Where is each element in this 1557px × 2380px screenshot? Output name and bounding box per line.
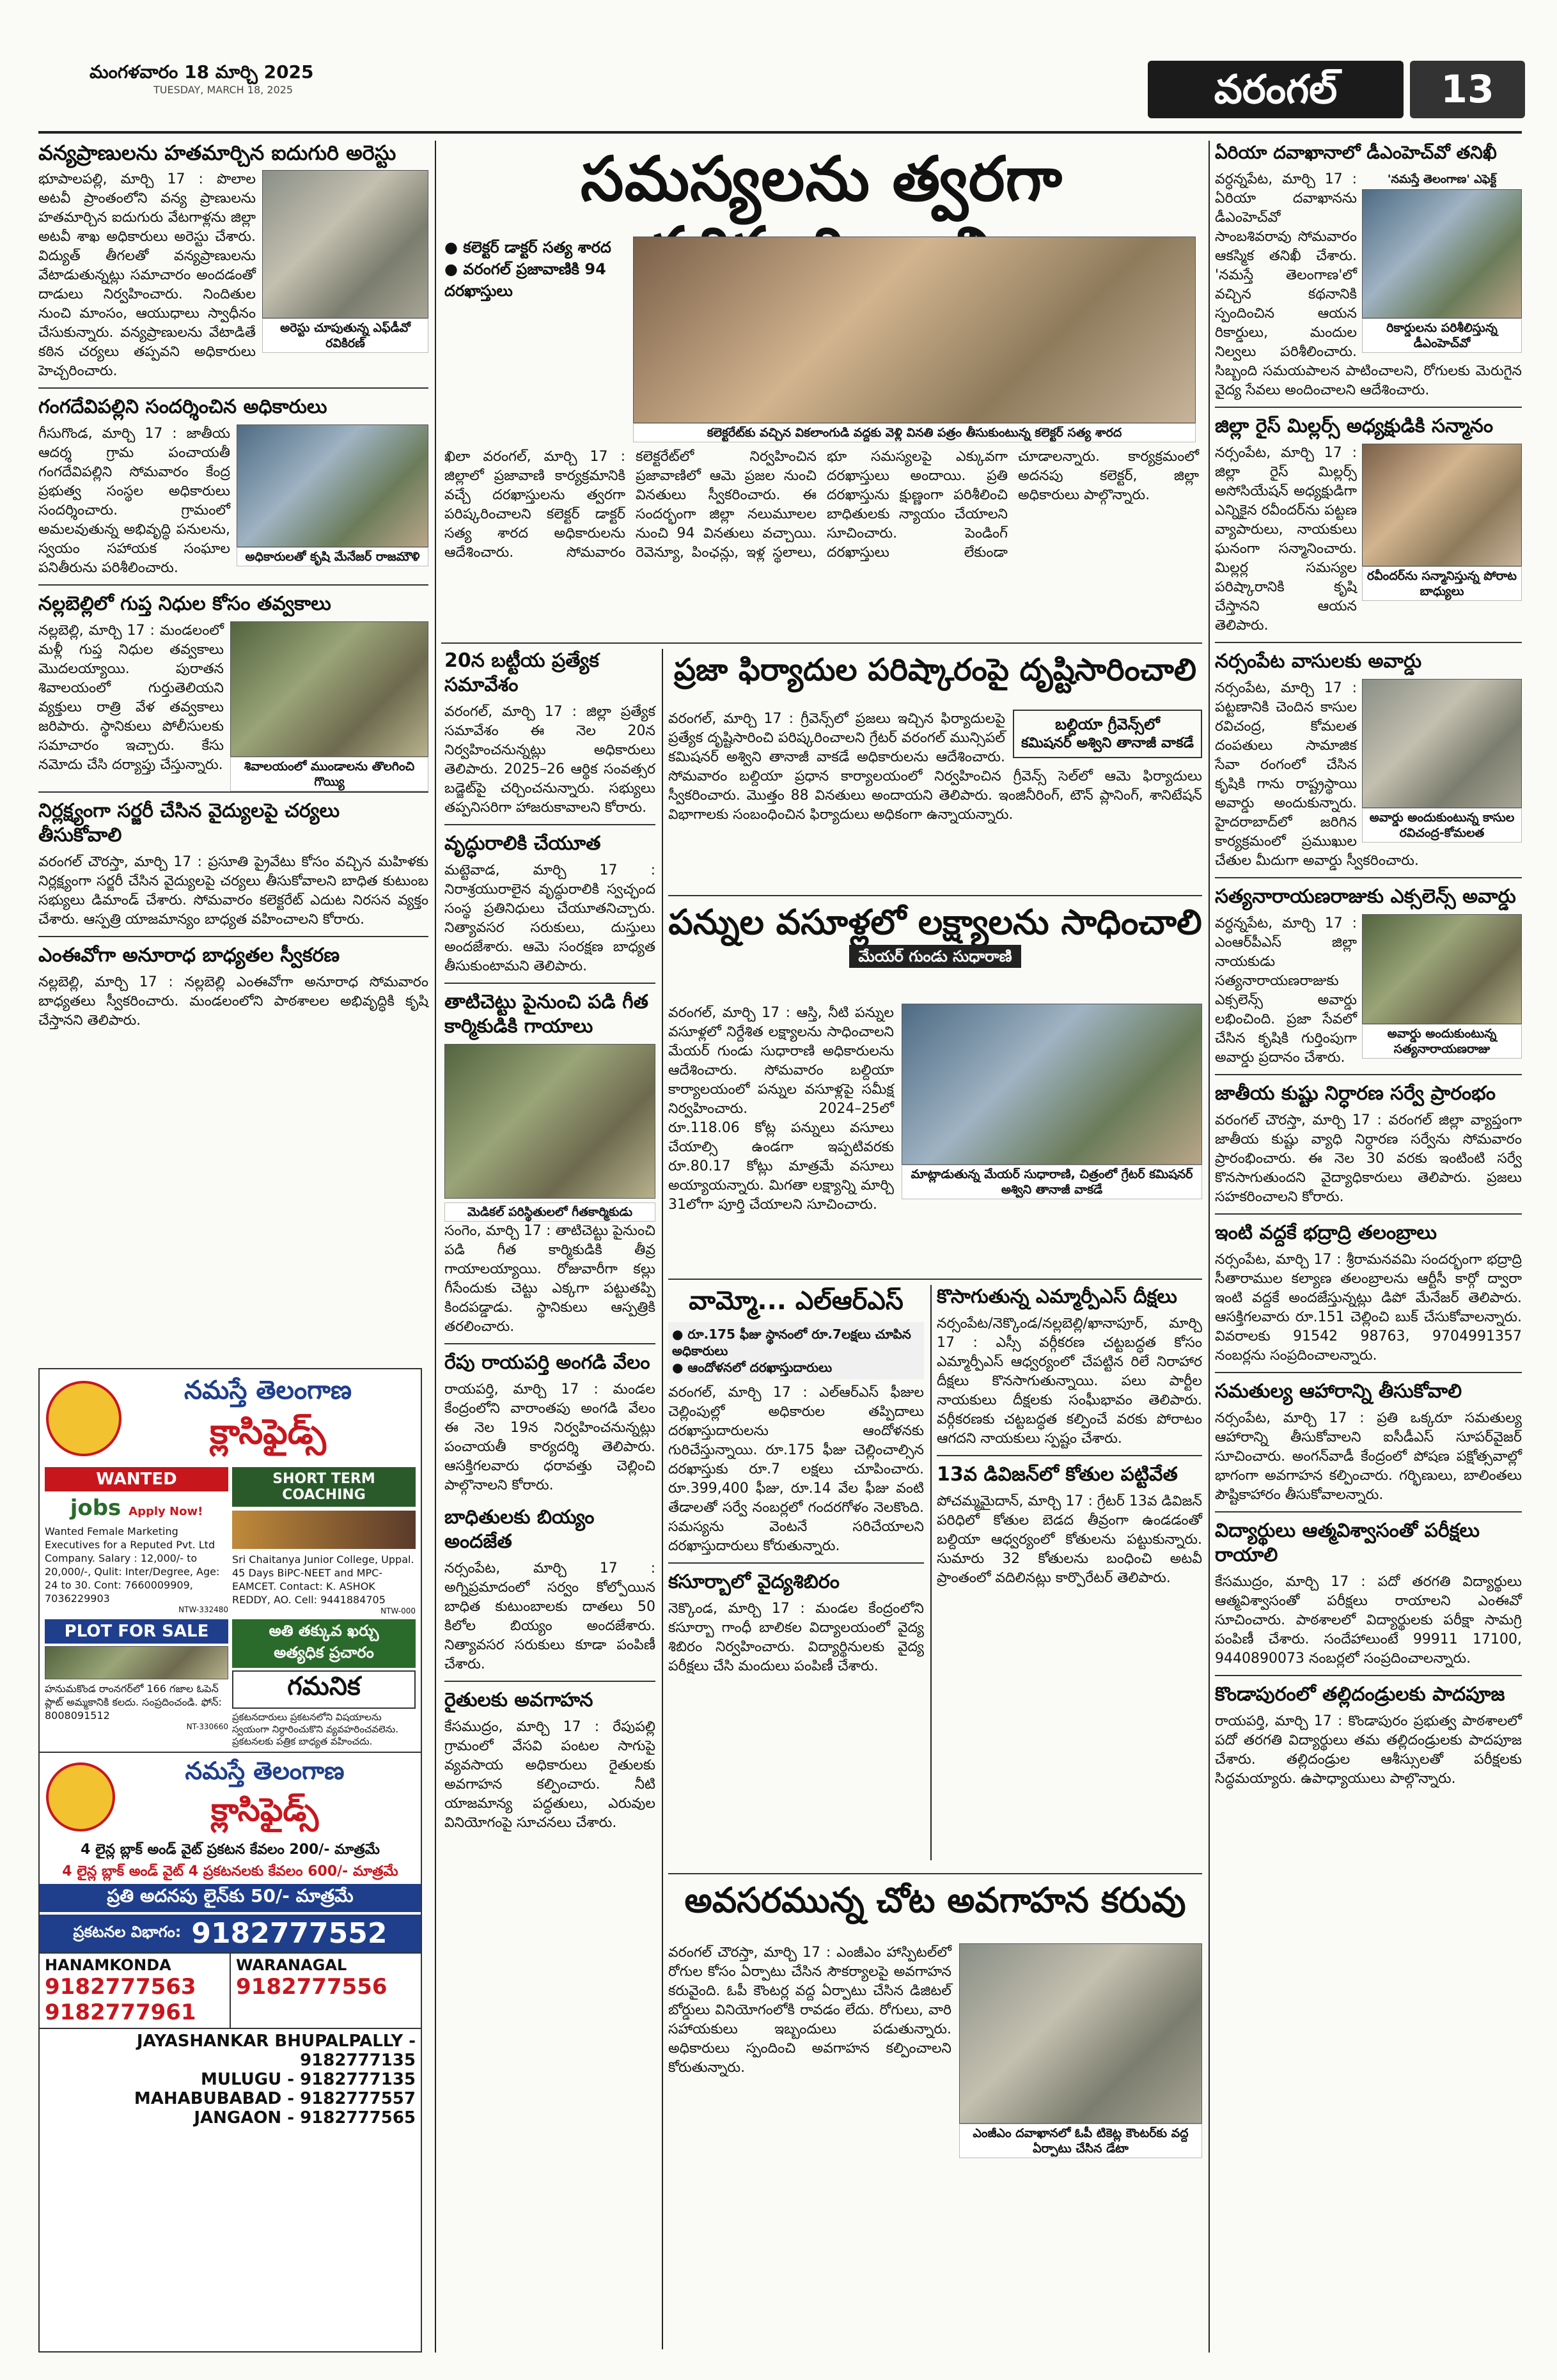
headline: జాతీయ కుష్టు నిర్ధారణ సర్వే ప్రారంభం <box>1215 1082 1496 1105</box>
classified-title: నమస్తే తెలంగాణ <box>184 1376 352 1405</box>
center-left-column <box>444 649 655 1499</box>
district-line: MULUGU - 9182777135 <box>201 2070 416 2089</box>
tax-article <box>668 1004 1202 1266</box>
headline: వన్యప్రాణులను హతమార్చిన ఐదుగురి అరెస్టు <box>38 141 396 165</box>
rate-line: ప్రతి అదనపు లైన్‌కు 50/- మాత్రమే <box>40 1884 421 1912</box>
photo-caption: మాట్లాడుతున్న మేయర్ సుధారాణి, చిత్రంలో గ్రేటర్ కమిషనర్ అశ్విని తానాజీ వాకడే <box>902 1165 1202 1199</box>
column-rule <box>1209 141 1210 2353</box>
photo-caption: అవార్డు అందుకుంటున్న సత్యనారాయణరాజు <box>1362 1024 1522 1059</box>
bullet-item: ● కలెక్టర్ డాక్టర్ సత్య శారద <box>444 238 611 256</box>
divider <box>1215 1511 1522 1513</box>
mrps-article <box>937 1285 1202 1860</box>
headline: నిర్లక్ష్యంగా సర్జరీ చేసిన వైద్యులపై చర్యలు తీసుకోవాలి <box>38 800 340 846</box>
headline: కొసాగుతున్న ఎమ్మార్పీఎస్ దీక్షలు <box>937 1286 1177 1308</box>
low-cost-line1: అతి తక్కువ ఖర్చు <box>269 1622 379 1640</box>
article-body: వరంగల్, మార్చి 17 : జిల్లా ప్రత్యేక సమావేశం ఈ నెల 20న నిర్వహించనున్నట్లు అధికారులు తెలిపారు. 2025–26 ఆర్థిక సంవత్సర బడ్జెట్‌పై చర్చించనున్నారు. సభ్యులు తప్పనిసరిగా హాజరుకావాలని కోరారు. <box>444 704 655 816</box>
district-line: JAYASHANKAR BHUPALPALLY - 9182777135 <box>136 2032 416 2070</box>
ad-code: NTW-000 <box>380 1606 416 1615</box>
rate-line: 4 లైన్ల బ్లాక్ అండ్ వైట్ ప్రకటన కేవలం 200/- మాత్రమే <box>81 1842 380 1858</box>
photo-caption: మెడికల్ పరిస్థితులలో గీతకార్మికుడు <box>444 1202 655 1222</box>
divider <box>1215 1074 1522 1075</box>
plot-image <box>45 1646 228 1679</box>
headline: ఏరియా దవాఖానాలో డీఎంహెచ్‌వో తనిఖీ <box>1215 142 1497 163</box>
headline: వృద్ధురాలికి చేయూత <box>444 832 601 855</box>
classified-subtitle: క్లాసిఫైడ్స్ <box>210 1412 326 1452</box>
divider <box>38 584 428 586</box>
article-body: రాయపర్తి, మార్చి 17 : కొండాపురం ప్రభుత్వ పాఠశాలలో పదో తరగతి విద్యార్థులు తమ తల్లిదండ్రులకు పాదపూజ చేశారు. తల్లిదండ్రుల ఆశీస్సులతో పరీక్షలకు సిద్ధమయ్యారు. ఉపాధ్యాయులు పాల్గొన్నారు. <box>1215 1713 1522 1787</box>
divider <box>1215 1675 1522 1676</box>
divider <box>1215 1213 1522 1215</box>
divider <box>38 387 428 389</box>
classifieds-ad <box>38 1368 422 2353</box>
divider <box>668 1873 1202 1874</box>
divider <box>668 895 1202 896</box>
notice-title: గమనిక <box>232 1670 416 1709</box>
article-body: వరంగల్, మార్చి 17 : గ్రీవెన్స్‌లో ప్రజలు ఇచ్చిన ఫిర్యాదులపై ప్రత్యేక దృష్టిసారించి పరిష్కరించాలని గ్రేటర్ వరంగల్ మున్సిపల్ కమిషనర్ అశ్విని తానాజీ వాకడే అధికారులను ఆదేశించారు. సోమవారం బల్దియా ప్రధాన కార్యాలయంలో నిర్వహించిన గ్రీవెన్స్ సెల్‌లో ఆమె ఫిర్యాదులు స్వీకరించారు. మొత్తం 88 వినతులు అందాయని తెలిపారు. ఇంజినీరింగ్, టౌన్ ప్లానింగ్, శానిటేషన్ విభాగాలకు సంబంధించిన ఫిర్యాదులు అధికంగా ఉన్నాయన్నారు. <box>668 711 1202 823</box>
headline: పన్నుల వసూళ్లలో లక్ష్యాలను సాధించాలి <box>668 902 1202 942</box>
date-english: TUESDAY, MARCH 18, 2025 <box>153 84 293 96</box>
divider <box>444 1681 655 1682</box>
article-body: వరంగల్, మార్చి 17 : ఎల్‌ఆర్‌ఎస్ ఫీజుల చెల్లింపుల్లో అధికారుల తప్పిదాలు దరఖాస్తుదారులను ఆందోళనకు గురిచేస్తున్నాయి. రూ.175 ఫీజు చెల్లించాల్సిన దరఖాస్తుకు రూ.7 లక్షలు చూపించారు. రూ.399,400 ఫీజు, రూ.14 వేల ఫీజు వంటి తేడాలతో సర్వే నంబర్లలో గందరగోళం నెలకొంది. సమస్యను వెంటనే సరిచేయాలని దరఖాస్తుదారులు కోరుతున్నారు. <box>668 1385 924 1554</box>
article-body: నర్సంపేట, మార్చి 17 : జిల్లా రైస్ మిల్లర్స్ అసోసియేషన్ అధ్యక్షుడిగా ఎన్నికైన రవీందర్‌ను పట్టణ వ్యాపారులు, నాయకులు ఘనంగా సన్మానించారు. మిల్లర్ల సమస్యల పరిష్కారానికి కృషి చేస్తానని ఆయన తెలిపారు. <box>1215 445 1357 634</box>
article-body: నల్లబెల్లి, మార్చి 17 : నల్లబెల్లి ఎంఈవోగా అనూరాధ సోమవారం బాధ్యతలు స్వీకరించారు. మండలంలోని పాఠశాలల అభివృద్ధికి కృషి చేస్తానని తెలిపారు. <box>38 974 428 1029</box>
news-photo <box>237 424 428 547</box>
plot-body: హనుమకొండ రాంనగర్‌లో 166 గజాల ఓపెన్ ప్లాట్ అమ్మకానికి కలదు. సంప్రదించండి. ఫోన్: 8008091512 <box>45 1683 222 1722</box>
grievance-headline-block <box>668 649 1202 706</box>
headline: సమతుల్య ఆహారాన్ని తీసుకోవాలి <box>1215 1380 1462 1403</box>
article-body: వరంగల్ చౌరస్తా, మార్చి 17 : ప్రసూతి ప్రైవేటు కోసం వచ్చిన మహిళకు నిర్లక్ష్యంగా సర్జరీ చేసిన వైద్యులపై చర్యలు తీసుకోవాలని బాధిత కుటుంబ సభ్యులు డిమాండ్ చేశారు. సోమవారం కలెక్టరేట్ ఎదుట నిరసన వ్యక్తం చేశారు. ఆస్పత్రి యాజమాన్యం బాధ్యత వహించాలని కోరారు. <box>38 854 428 928</box>
photo-caption: అవార్డు అందుకుంటున్న కాసుల రవిచంద్ర-కోమలత <box>1362 808 1522 843</box>
lrs-article <box>668 1285 924 1860</box>
aware-article <box>668 1943 1202 2353</box>
main-headline: సమస్యలను త్వరగా <box>581 143 1063 215</box>
news-photo <box>230 621 428 757</box>
aware-headline-block <box>668 1879 1202 1937</box>
hanamkonda-label: HANAMKONDA <box>45 1956 171 1974</box>
tax-headline-block <box>668 901 1202 997</box>
rate-line: 4 లైన్ల బ్లాక్ అండ్ వైట్ 4 ప్రకటనలకు కేవలం 600/- మాత్రమే <box>62 1863 398 1879</box>
low-cost-line2: అత్యధిక ప్రచారం <box>274 1644 374 1661</box>
headline: జిల్లా రైస్ మిల్లర్స్ అధ్యక్షుడికి సన్మానం <box>1215 415 1494 437</box>
headline: రైతులకు అవగాహన <box>444 1689 593 1711</box>
article-body: వరంగల్ చౌరస్తా, మార్చి 17 : ఎంజీఎం హాస్పిటల్‌లో రోగుల కోసం ఏర్పాటు చేసిన సౌకర్యాలపై అవగాహన కరువైంది. ఓపీ కౌంటర్ల వద్ద ఏర్పాటు చేసిన డిజిటల్ బోర్డులు వినియోగంలోకి రావడం లేదు. రోగులు, వారి సహాయకులు ఇబ్బందులు పడుతున్నారు. అధికారులు స్పందించి అవగాహన కల్పించాలని కోరుతున్నారు. <box>668 1945 951 2076</box>
article-body: నెక్కొండ, మార్చి 17 : మండల కేంద్రంలోని కసూర్బా గాంధీ బాలికల విద్యాలయంలో వైద్య శిబిరం నిర్వహించారు. విద్యార్థినులకు వైద్య పరీక్షలు చేసి మందులు పంపిణీ చేశారు. <box>668 1601 924 1674</box>
divider <box>937 1455 1202 1456</box>
headline: సత్యనారాయణరాజుకు ఎక్సలెన్స్ అవార్డు <box>1215 885 1516 908</box>
headline: వామ్మో... ఎల్‌ఆర్‌ఎస్ <box>689 1286 904 1316</box>
article-body: భూపాలపల్లి, మార్చి 17 : పొలాల అటవీ ప్రాంతంలోని వన్య ప్రాణులను హతమార్చిన ఐదుగురు వేటగాళ్లను జిల్లా అటవీ శాఖ అధికారులు అరెస్టు చేశారు. విద్యుత్ తీగలతో వన్యప్రాణులను వేటాడుతున్నట్లు సమాచారం అందడంతో దాడులు నిర్వహించారు. నిందితుల నుంచి మాంసం, ఆయుధాలు స్వాధీనం చేసుకున్నారు. వన్యప్రాణులను వేటాడితే కఠిన చర్యలు తప్పవని అధికారులు హెచ్చరించారు. <box>38 171 256 379</box>
jobs-text: jobs <box>70 1495 121 1521</box>
photo-caption: రికార్డులను పరిశీలిస్తున్న డీఎంహెచ్‌వో <box>1362 318 1522 353</box>
photo-caption: కలెక్టరేట్‌కు వచ్చిన వికలాంగుడి వద్దకు వెళ్లి వినతి పత్రం తీసుకుంటున్న కలెక్టర్ సత్య శారద <box>633 423 1196 442</box>
divider <box>1215 1372 1522 1373</box>
edition-name: వరంగల్ <box>1148 61 1404 118</box>
bullet-item: ● ఆందోళనలో దరఖాస్తుదారులు <box>672 1360 833 1375</box>
subhead: 'నమస్తే తెలంగాణ' ఎఫెక్ట్ <box>1387 173 1497 186</box>
masthead-date-block <box>38 16 1138 105</box>
headline: గంగదేవిపల్లిని సందర్శించిన అధికారులు <box>38 396 327 418</box>
logo-seal-icon <box>46 1381 121 1456</box>
divider <box>668 1562 924 1564</box>
article-body: నర్సంపేట/నెక్కొండ/నల్లబెల్లి/ఖానాపూర్, మార్చి 17 : ఎస్సీ వర్గీకరణ చట్టబద్ధత కోసం ఎమ్మార్పీఎస్ ఆధ్వర్యంలో చేపట్టిన రిలే నిరాహార దీక్షలు కొనసాగుతున్నాయి. పలు పార్టీల నాయకులు దీక్షలకు సంఘీభావం తెలిపారు. వర్గీకరణకు చట్టబద్ధత కల్పించే వరకు పోరాటం ఆగదని నాయకులు స్పష్టం చేశారు. <box>937 1316 1202 1447</box>
news-photo <box>262 170 428 318</box>
bullet-item: ● వరంగల్ ప్రజావాణికి 94 దరఖాస్తులు <box>444 260 606 300</box>
phone-number: 9182777563 <box>45 1974 196 2000</box>
date-telugu: మంగళవారం 18 మార్చి 2025 <box>90 61 314 82</box>
photo-caption: అధికారులతో కృషి మేనేజర్ రాజమౌళి <box>237 547 428 566</box>
divider <box>38 791 428 793</box>
article-body: గీసుగొండ, మార్చి 17 : జాతీయ ఆదర్శ గ్రామ పంచాయతీ గంగదేవిపల్లిని సోమవారం కేంద్ర ప్రభుత్వ సంస్థల అధికారులు సందర్శించారు. గ్రామంలో అమలవుతున్న అభివృద్ధి పనులను, స్వయం సహాయక సంఘాల పనితీరును పరిశీలించారు. <box>38 426 230 576</box>
article-body: వర్ధన్నపేట, మార్చి 17 : ఏరియా దవాఖానను డీఎంహెచ్‌వో సాంబశివరావు సోమవారం ఆకస్మిక తనిఖీ చేశారు. 'నమస్తే తెలంగాణ'లో వచ్చిన కథనానికి స్పందించిన ఆయన రికార్డులు, మందుల నిల్వలు పరిశీలించారు. సిబ్బంది సమయపాలన పాటించాలని, రోగులకు మెరుగైన వైద్య సేవలు అందించాలని ఆదేశించారు. <box>1215 171 1522 398</box>
headline: నర్సంపేట వాసులకు అవార్డు <box>1215 650 1422 673</box>
main-bullets <box>444 237 623 313</box>
article-body: నల్లబెల్లి, మార్చి 17 : మండలంలో మళ్లీ గుప్త నిధుల తవ్వకాలు మొదలయ్యాయి. పురాతన శివాలయంలో గుర్తుతెలియని వ్యక్తులు రాత్రి వేళ తవ్వకాలు జరిపారు. స్థానికులు పోలీసులకు సమాచారం ఇచ్చారు. కేసు నమోదు చేసి దర్యాప్తు చేస్తున్నారు. <box>38 623 224 773</box>
bullet-item: ● రూ.175 ఫీజు స్థానంలో రూ.7లక్షలు చూపిన అధికారులు <box>672 1326 911 1358</box>
phone-number: 9182777556 <box>236 1974 387 2000</box>
article-body: వరంగల్ చౌరస్తా, మార్చి 17 : వరంగల్ జిల్లా వ్యాప్తంగా జాతీయ కుష్టు వ్యాధి నిర్ధారణ సర్వేను సోమవారం ప్రారంభించారు. ఈ నెల 30 వరకు ఇంటింటి సర్వే కొనసాగుతుందని వైద్యాధికారులు తెలిపారు. ప్రజలు సహకరించాలని కోరారు. <box>1215 1112 1522 1205</box>
article-body: నర్సంపేట, మార్చి 17 : ప్రతి ఒక్కరూ సమతుల్య ఆహారాన్ని తీసుకోవాలని ఐసీడీఎస్ సూపర్‌వైజర్ సూచించారు. అంగన్‌వాడీ కేంద్రంలో పోషణ పక్షోత్సవాల్లో భాగంగా అవగాహన కల్పించారు. గర్భిణులు, బాలింతలు పౌష్టికాహారం తీసుకోవాలన్నారు. <box>1215 1410 1522 1503</box>
divider <box>668 1279 1202 1280</box>
photo-caption: ఎంజీఎం దవాఖానలో ఓపీ టికెట్ల కౌంటర్‌కు వద్ద ఏర్పాటు చేసిన డేటా <box>959 2124 1202 2158</box>
photo-caption: శివాలయంలో ముండాలను తొలగించి గొయ్యి <box>230 757 428 791</box>
headline: ఇంటి వద్దకే భద్రాద్రి తలంబ్రాలు <box>1215 1222 1437 1244</box>
news-photo <box>959 1943 1202 2124</box>
main-headline-block <box>441 144 1202 227</box>
masthead-rule <box>38 131 1522 134</box>
column-rule <box>930 1285 932 1860</box>
divider <box>444 824 655 825</box>
subhead: మేయర్ గుండు సుధారాణి <box>849 945 1021 968</box>
news-photo <box>1362 444 1522 566</box>
headline: కొండాపురంలో తల్లిదండ్రులకు పాదపూజ <box>1215 1683 1505 1706</box>
column-rule <box>662 649 663 2349</box>
headline: విద్యార్థులు ఆత్మవిశ్వాసంతో పరీక్షలు రాయాలి <box>1215 1520 1480 1566</box>
article-body: వరంగల్, మార్చి 17 : ఆస్తి, నీటి పన్నుల వసూళ్లలో నిర్దేశిత లక్ష్యాలను సాధించాలని మేయర్ గుండు సుధారాణి అధికారులను ఆదేశించారు. సోమవారం బల్దియా కార్యాలయంలో పన్నుల వసూళ్లపై సమీక్ష నిర్వహించారు. 2024–25లో రూ.118.06 కోట్ల పన్నులు వసూలు చేయాల్సి ఉండగా ఇప్పటివరకు రూ.80.17 కోట్లు మాత్రమే వసూలు అయ్యాయన్నారు. మిగతా లక్ష్యాన్ని మార్చి 31లోగా పూర్తి చేయాలని సూచించారు. <box>668 1005 894 1213</box>
right-column <box>1215 141 1522 2353</box>
ad-code: NT-330660 <box>186 1722 228 1731</box>
article-body: పోచమ్మమైదాన్, మార్చి 17 : గ్రేటర్ 13వ డివిజన్ పరిధిలో కోతుల బెడద తీవ్రంగా ఉండడంతో బల్దియా ఆధ్వర్యంలో కోతులను పట్టుకున్నారు. సుమారు 32 కోతులను బంధించి అటవీ ప్రాంతంలో వదిలినట్లు కార్పొరేటర్ తెలిపారు. <box>937 1493 1202 1586</box>
left-column <box>38 141 428 1355</box>
coaching-body: Sri Chaitanya Junior College, Uppal. 45 Days BiPC-NEET and MPC-EAMCET. Contact: K. ASHOK REDDY, AO. Cell: 9441884705 <box>232 1553 414 1606</box>
warangal-label: WARANAGAL <box>236 1956 347 1974</box>
column-rule <box>435 141 436 2353</box>
ad-dept-label: ప్రకటనల విభాగం: <box>73 1922 182 1941</box>
divider <box>444 1343 655 1344</box>
ad-code: NTW-332480 <box>178 1605 228 1614</box>
main-photo-block <box>633 237 1196 447</box>
jobs-apply: Apply Now! <box>129 1505 203 1518</box>
center-left-column-lower <box>444 1505 655 2349</box>
news-photo <box>902 1004 1202 1165</box>
wanted-body: Wanted Female Marketing Executives for a Reputed Pvt. Ltd Company. Salary : 12,000/- to 20,000/-, Qulit: Inter/Degree, Age: 24 to 30. Cont: 7660009909, 7036229903 <box>45 1525 220 1605</box>
divider <box>444 983 655 984</box>
headline: ఎంఈవోగా అనూరాధ బాధ్యతల స్వీకరణ <box>38 944 340 967</box>
news-photo <box>1362 679 1522 808</box>
logo-seal-icon <box>46 1762 115 1832</box>
article-body: సంగెం, మార్చి 17 : తాటిచెట్టు పైనుంచి పడి గీత కార్మికుడికి తీవ్ర గాయాలయ్యాయి. రోజువారీగా కల్లు గీసేందుకు చెట్టు ఎక్కగా పట్టుతప్పి కిందపడ్డాడు. స్థానికులు ఆస్పత్రికి తరలించారు. <box>444 1223 655 1335</box>
headline: ప్రజా ఫిర్యాదుల పరిష్కారంపై దృష్టిసారించాలి <box>673 652 1197 688</box>
ad-dept-phone: 9182777552 <box>191 1917 387 1950</box>
plot-label: PLOT FOR SALE <box>45 1619 228 1644</box>
news-photo <box>1362 189 1522 318</box>
classified-subtitle: క్లాసిఫైడ్స్ <box>210 1791 319 1828</box>
classified-title: నమస్తే తెలంగాణ <box>185 1757 345 1785</box>
district-line: JANGAON - 9182777565 <box>194 2108 416 2127</box>
books-icon <box>232 1511 416 1549</box>
grievance-article <box>668 710 1202 882</box>
news-photo <box>1362 914 1522 1024</box>
headline: 13వ డివిజన్‌లో కోతుల పట్టివేత <box>937 1463 1178 1486</box>
wanted-label: WANTED <box>45 1467 228 1491</box>
headline: కసూర్బాలో వైద్యశిబిరం <box>668 1571 840 1593</box>
article-body: కేసముద్రం, మార్చి 17 : పదో తరగతి విద్యార్థులు ఆత్మవిశ్వాసంతో పరీక్షలు రాయాలని ఎంఈవో సూచించారు. పాఠశాలలో విద్యార్థులకు పరీక్షా సామగ్రి పంపిణీ చేశారు. సందేహాలుంటే 99911 17100, 9440890073 నంబర్లలో సంప్రదించాలన్నారు. <box>1215 1574 1522 1667</box>
article-body: రాయపర్తి, మార్చి 17 : మండల కేంద్రంలోని వారాంతపు అంగడి వేలం ఈ నెల 19న నిర్వహించనున్నట్లు పంచాయతీ కార్యదర్శి తెలిపారు. ఆసక్తిగలవారు ధరావత్తు చెల్లించి పాల్గొనాలని కోరారు. <box>444 1381 655 1493</box>
subhead: కమిషనర్ అశ్విని తానాజీ వాకడే <box>1021 735 1194 751</box>
article-body: మట్టెవాడ, మార్చి 17 : నిరాశ్రయురాలైన వృద్ధురాలికి స్వచ్ఛంద సంస్థ ప్రతినిధులు చేయూతనిచ్చారు. నిత్యావసర సరుకులు, దుస్తులు అందజేశారు. ఆమె సంరక్షణ బాధ్యత తీసుకుంటామని తెలిపారు. <box>444 862 655 974</box>
news-photo <box>444 1044 655 1199</box>
article-body: నర్సంపేట, మార్చి 17 : పట్టణానికి చెందిన కాసుల రవిచంద్ర, కోమలత దంపతులు సామాజిక సేవా రంగంలో చేసిన కృషికి గాను రాష్ట్రస్థాయి అవార్డు అందుకున్నారు. హైదరాబాద్‌లో జరిగిన కార్యక్రమంలో ప్రముఖుల చేతుల మీదుగా అవార్డు స్వీకరించారు. <box>1215 680 1419 869</box>
coaching-label: SHORT TERM COACHING <box>232 1467 416 1507</box>
divider <box>38 936 428 937</box>
divider <box>1215 407 1522 408</box>
divider <box>441 642 1202 644</box>
photo-caption: అరెస్టు చూపుతున్న ఎఫ్‌డీవో రవికిరణ్ <box>262 318 428 353</box>
headline: నల్లబెల్లిలో గుప్త నిధుల కోసం తవ్వకాలు <box>38 593 331 615</box>
page-number: 13 <box>1410 61 1525 118</box>
headline: అవసరమున్న చోట అవగాహన కరువు <box>684 1880 1186 1920</box>
district-line: MAHABUBABAD - 9182777557 <box>134 2089 416 2108</box>
headline: 20న బట్టీయ ప్రత్యేక సమావేశం <box>444 649 599 696</box>
headline: రేపు రాయపర్తి అంగడి వేలం <box>444 1351 650 1374</box>
article-body: వర్ధన్నపేట, మార్చి 17 : ఎంఆర్‌పీఎస్ జిల్లా నాయకుడు సత్యనారాయణరాజుకు ఎక్సలెన్స్ అవార్డు లభించింది. ప్రజా సేవలో చేసిన కృషికి గుర్తింపుగా అవార్డు ప్రదానం చేశారు. <box>1215 915 1357 1066</box>
divider <box>1215 642 1522 643</box>
main-article-body: ఖిలా వరంగల్, మార్చి 17 : జిల్లాలో ప్రజావాణి కార్యక్రమానికి వచ్చే దరఖాస్తులను త్వరగా పరిష్కరించాలని కలెక్టర్ డాక్టర్ సత్య శారద అధికారులను ఆదేశించారు. సోమవారం కలెక్టరేట్‌లో నిర్వహించిన ప్రజావాణిలో ఆమె ప్రజల నుంచి వినతులు స్వీకరించారు. ఈ సందర్భంగా జిల్లా నలుమూలల నుంచి 94 వినతులు వచ్చాయి. రెవెన్యూ, పింఛన్లు, ఇళ్ల స్థలాలు, భూ సమస్యలపై ఎక్కువగా దరఖాస్తులు అందాయి. ప్రతి దరఖాస్తును క్షుణ్ణంగా పరిశీలించి బాధితులకు న్యాయం చేయాలని సూచించారు. పెండింగ్ దరఖాస్తులు లేకుండా చూడాలన్నారు. కార్యక్రమంలో అదనపు కలెక్టర్, జిల్లా అధికారులు పాల్గొన్నారు. <box>444 449 1199 561</box>
article-body: కేసముద్రం, మార్చి 17 : రేపుపల్లి గ్రామంలో వేసవి పంటల సాగుపై వ్యవసాయ అధికారులు రైతులకు అవగాహన కల్పించారు. నీటి యాజమాన్య పద్ధతులు, ఎరువుల వినియోగంపై సూచనలు చేశారు. <box>444 1719 655 1831</box>
photo-caption: రవీందర్‌ను సన్మానిస్తున్న పోరాట బాధ్యులు <box>1362 566 1522 601</box>
article-body: నర్సంపేట, మార్చి 17 : శ్రీరామనవమి సందర్భంగా భద్రాద్రి సీతారాముల కల్యాణ తలంబ్రాలను ఆర్టీసీ కార్గో ద్వారా ఇంటి వద్దకే అందజేస్తున్నట్లు డిపో మేనేజర్ తెలిపారు. ఆసక్తిగలవారు రూ.151 చెల్లించి బుక్ చేసుకోవాలన్నారు. వివరాలకు 91542 98763, 9704991357 నంబర్లను సంప్రదించాలన్నారు. <box>1215 1252 1522 1364</box>
phone-number: 9182777961 <box>45 2000 196 2025</box>
headline: బాధితులకు బియ్యం అందజేత <box>444 1506 595 1553</box>
article-body: నర్సంపేట, మార్చి 17 : అగ్నిప్రమాదంలో సర్వం కోల్పోయిన బాధిత కుటుంబాలకు దాతలు 50 కిలోల బియ్యం అందజేశారు. నిత్యావసర సరుకులు కూడా పంపిణీ చేశారు. <box>444 1560 655 1672</box>
headline: తాటిచెట్టు పైనుంచి పడి గీత కార్మికుడికి గాయాలు <box>444 991 648 1038</box>
divider <box>1215 877 1522 878</box>
subhead: బల్దియా గ్రీవెన్స్‌లో <box>1055 715 1160 733</box>
news-photo <box>633 237 1196 423</box>
notice-body: ప్రకటనదారులు ప్రకటనలోని విషయాలను స్వయంగా నిర్ధారించుకొని వ్యవహరించవలెను. ప్రకటనలకు పత్రిక బాధ్యత వహించదు. <box>232 1711 399 1747</box>
